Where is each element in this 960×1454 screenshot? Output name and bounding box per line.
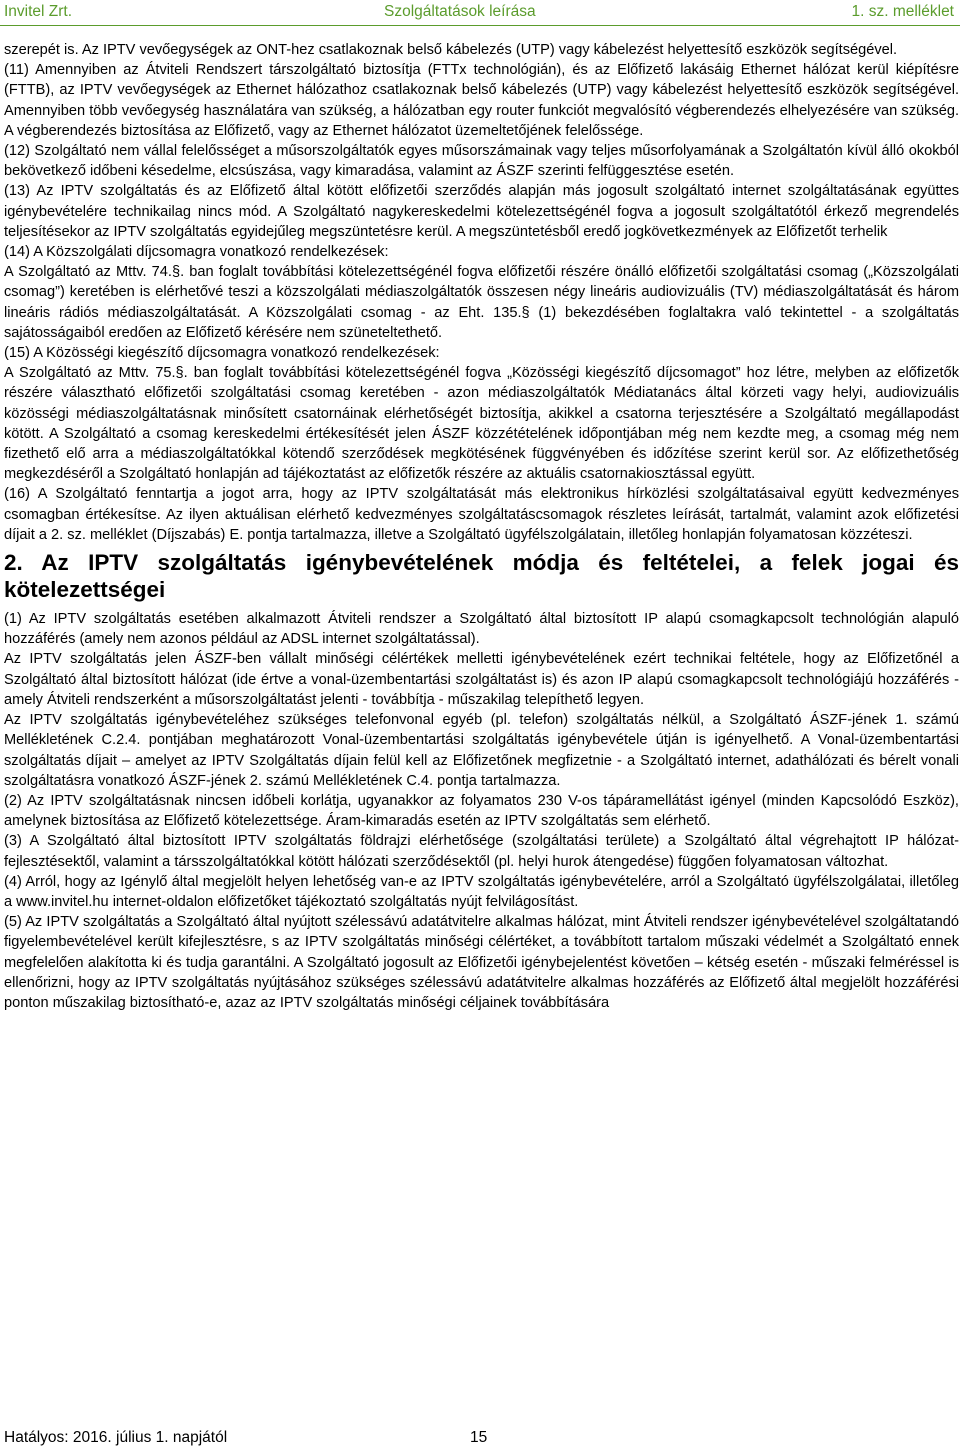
page-header xyxy=(0,0,960,28)
paragraph: (16) A Szolgáltató fenntartja a jogot arra, hogy az IPTV szolgáltatását más elektronikus hírközlési szolgáltatásaival együtt kedvezményes csomagban értékesítse. Az ilyen aktuálisan elérhető kedvezményes szolgáltatáscsomagok részletes leírását, tartalmát, valamint azok előfizetési díjait a 2. sz. melléklet (Díjszabás) E. pontja tartalmazza, illetve a Szolgáltató ügyfélszolgálatain, illetőleg honlapján folyamatosan közzéteszi. xyxy=(4,486,959,543)
section-heading: 2. Az IPTV szolgáltatás igénybevételének módja és feltételei, a felek jogai és kötelezettségei xyxy=(4,550,959,603)
paragraph: (4) Arról, hogy az Igénylő által megjelölt helyen lehetőség van-e az IPTV szolgáltatás igénybevételére, arról a Szolgáltató ügyfélszolgálatai, illetőleg a www.invitel.hu internet-oldalon előfizetőket tájékoztató szolgáltatás nyújt felvilágosítást. xyxy=(4,873,959,910)
paragraph: (11) Amennyiben az Átviteli Rendszert társzolgáltató biztosítja (FTTx technológián), és az Előfizető lakásáig Ethernet hálózat kerül kiépítésre (FTTB), az IPTV vevőegységek az Ethernet hálózathoz csatlakoznak belső kábelezés (UTP) vagy kábelezést helyettesítő eszközök segítségével. Amennyiben több vevőegység használatára van szükség, a hálózatban egy router funkciót megvalósító végberendezés elhelyezésére van szükség. A végberendezés biztosítása az Előfizető, vagy az Ethernet hálózatot üzemeltetőjének felelőssége. xyxy=(4,62,959,139)
paragraph: Az IPTV szolgáltatás igénybevételéhez szükséges telefonvonal egyéb (pl. telefon) szolgáltatás nélkül, a Szolgáltató ÁSZF-jének 1. számú Mellékletének C.2.4. pontjában meghatározott Vonal-üzembentartási szolgáltatás igénybevétele útján is igényelhető. A Vonal-üzembentartási szolgáltatás díjait – amelyet az IPTV Szolgáltatás díjain felül kell az Előfizetőnek megfizetnie - a Szolgáltató internet, adathálózati és bérelt vonali szolgáltatásra vonatkozó ÁSZF-jének 2. számú Mellékletének C.4. pontja tartalmazza. xyxy=(4,712,959,789)
header-document-title: Szolgáltatások leírása xyxy=(384,3,536,20)
paragraph: (15) A Közösségi kiegészítő díjcsomagra vonatkozó rendelkezések: xyxy=(4,345,440,362)
paragraph: A Szolgáltató az Mttv. 75.§. ban foglalt továbbítási kötelezettségénél fogva „Közösségi kiegészítő díjcsomagot” hoz létre, melyben az előfizetők részére választható előfizetői szolgáltatási csomag keretében - azon médiaszolgáltatók Médiatanács által körzeti vagy helyi, audiovizuális közösségi médiaszolgáltatásnak minősített csatornáinak elérhetőségét biztosítja, akikkel a csatorna terjesztésére a Szolgáltató megállapodást kötött. A Szolgáltató a csomag kereskedelmi értékesítését jelen ÁSZF közzétételének időpontjában még nem kezdte meg, a csomag még nem fizethető elő arra a médiaszolgáltatókkal kötendő szerződések megkötésének függvényében és időzítése szerint kerül sor. Az előfizethetőség megkezdéséről a Szolgáltató honlapján ad tájékoztatást az előfizetők részére az aktuális csatornakiosztással együtt. xyxy=(4,365,959,483)
paragraph: (12) Szolgáltató nem vállal felelősséget a műsorszolgáltatók egyes műsorszámainak vagy teljes műsorfolyamának a Szolgáltatón kívül álló okokból bekövetkező időbeni késedelme, elcsúszása, vagy kimaradása, valamint az ÁSZF szerinti felfüggesztése esetén. xyxy=(4,143,959,180)
paragraph: Az IPTV szolgáltatás jelen ÁSZF-ben vállalt minőségi célértékek melletti igénybevételének ezért technikai feltétele, hogy az Előfizetőnél a Szolgáltató által biztosított hálózat (ide értve a vonal-üzembentartási szolgáltatást is) és azon IP alapú csomagkapcsolt technológiájú hozzáférés - amely Átviteli rendszerként a műsorszolgáltatást jelenti - továbbítja - műszakilag telepíthető legyen. xyxy=(4,651,959,708)
paragraph: (3) A Szolgáltató által biztosított IPTV szolgáltatás földrajzi elérhetősége (szolgáltatási területe) a Szolgáltató által végrehajtott IP hálózat-fejlesztésektől, valamint a társszolgáltatókkal kötött hálózati szerződésektől (pl. helyi hurok átengedése) függően folyamatosan változhat. xyxy=(4,833,959,870)
footer-effective-date: Hatályos: 2016. július 1. napjától xyxy=(4,1429,228,1446)
paragraph: (14) A Közszolgálati díjcsomagra vonatkozó rendelkezések: xyxy=(4,244,389,261)
header-company: Invitel Zrt. xyxy=(4,3,73,20)
page-number: 15 xyxy=(470,1429,488,1446)
paragraph: (5) Az IPTV szolgáltatás a Szolgáltató által nyújtott szélessávú adatátvitelre alkalmas hálózat, mint Átviteli rendszer igénybevételével szolgáltatandó figyelembevételével került kifejlesztésre, s az IPTV szolgáltatás minőségi célértéket, a továbbított tartalom műszaki védelmét a Szolgáltató ennek megfelelően alakította ki és tudja garantálni. A Szolgáltató jogosult az Előfizetői igénybejelentést követően – kétség esetén - műszaki felméréssel is ellenőrizni, hogy az IPTV szolgáltatás nyújtásához szükséges szélessávú adatátvitelre alkalmas hozzáférés az Előfizető által megjelölt hozzáférési ponton műszakilag biztosítható-e, azaz az IPTV szolgáltatás minőségi céljainek továbbítására xyxy=(4,914,959,1011)
paragraph: (2) Az IPTV szolgáltatásnak nincsen időbeli korlátja, ugyanakkor az folyamatos 230 V-os tápáramellátást igényel (minden Kapcsolódó Eszköz), amelynek biztosítása az Előfizető kötelezettsége. Áram-kimaradás esetén az IPTV szolgáltatás sem elérhető. xyxy=(4,792,959,830)
paragraph: (13) Az IPTV szolgáltatás és az Előfizető által kötött előfizetői szerződés alapján más jogosult szolgáltató internet szolgáltatásának együttes igénybevételére technikailag nincs mód. A Szolgáltató nagykereskedelmi kötelezettségénél fogva a jogosult szolgáltatótól érkező megrendelés teljesítésekor az IPTV szolgáltatás egyidejűleg megszüntetésre kerül. A megszüntetésből eredő jogkövetkezmények az Előfizetőt terhelik xyxy=(4,183,959,240)
paragraph: (1) Az IPTV szolgáltatás esetében alkalmazott Átviteli rendszer a Szolgáltató által biztosított IP alapú csomagkapcsolt technológián alapuló hozzáférés (amely nem azonos például az ADSL internet szolgáltatással). xyxy=(4,611,959,648)
header-divider xyxy=(0,25,960,26)
page-footer xyxy=(0,1424,960,1454)
paragraph: szerepét is. Az IPTV vevőegységek az ONT-hez csatlakoznak belső kábelezés (UTP) vagy kábelezést helyettesítő eszközök segítségével. xyxy=(4,42,898,58)
header-annex: 1. sz. melléklet xyxy=(851,3,954,20)
paragraph: A Szolgáltató az Mttv. 74.§. ban foglalt továbbítási kötelezettségénél fogva előfizetői részére önálló előfizetői szolgáltatási csomag („Közszolgálati csomag”) keretében is elérhetővé teszi a közszolgálati médiaszolgáltatók összesen négy lineáris audiovizuális (TV) médiaszolgáltatását és három lineáris rádiós médiaszolgáltatását. A Közszolgálati csomag - az Eht. 135.§ (1) bekezdésében foglaltakra való tekintettel - a szolgáltatás sajátosságaiból eredően az Előfizető kérésére nem szüneteltethető. xyxy=(4,264,959,341)
document-body xyxy=(4,40,959,1013)
